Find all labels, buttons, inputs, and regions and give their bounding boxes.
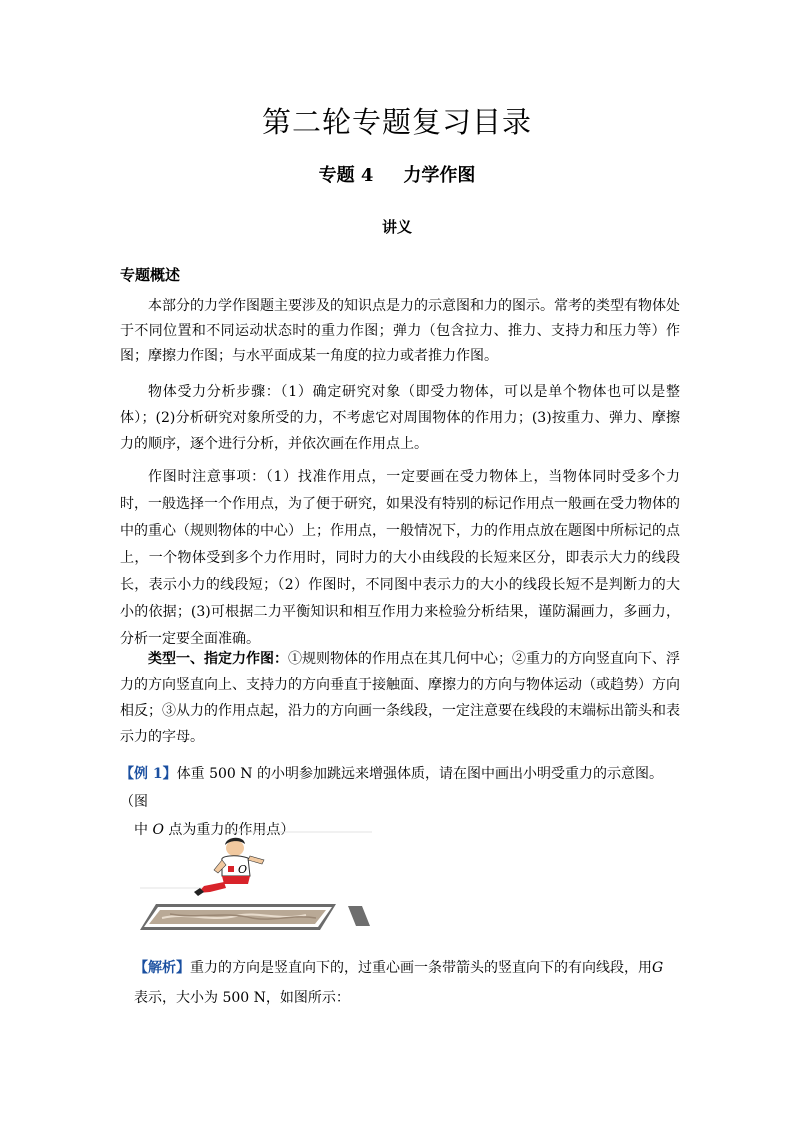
jumper-figure [194,838,264,896]
example-line-2: 中 O 点为重力的作用点） [134,822,295,838]
example-line-1: 体重 500 N 的小明参加跳远来增强体质，请在图中画出小明受重力的示意图。（图 [120,766,663,810]
long-jump-figure [140,826,380,934]
analysis-text-2: 表示，大小为 500 N，如图所示： [134,990,350,1006]
analysis-tag: 【解析】 [134,960,190,976]
type-one-paragraph [120,646,680,750]
type-one-body: ①规则物体的作用点在其几何中心；②重力的方向竖直向下、浮力的方向竖直向上、支持力的方向垂直于接触面、摩擦力的方向与物体运动（或趋势）方向相反；③从力的作用点起，沿力的方向画一条线段，一定注意要在线段的末端标出箭头和表示力的字母。 [120,651,680,745]
analysis-steps-paragraph: 物体受力分析步骤：（1）确定研究对象（即受力物体，可以是单个物体也可以是整体）；(2)分析研究对象所受的力，不考虑它对周围物体的作用力；(3)按重力、弹力、摩擦力的顺序，逐个进行分析，并依次画在作用点上。 [120,384,680,452]
takeoff-board [348,906,370,926]
topic-subtitle [0,161,794,187]
example-tag: 【例 1】 [120,766,177,782]
topic-name: 力学作图 [403,165,476,186]
overview-paragraph: 本部分的力学作图题主要涉及的知识点是力的示意图和力的图示。常考的类型有物体处于不同位置和不同运动状态时的重力作图；弹力（包含拉力、推力、支持力和压力等）作图；摩擦力作图；与水平面成某一角度的拉力或者推力作图。 [120,298,680,364]
point-o-label: O [238,863,248,876]
page-title: 第二轮专题复习目录 [261,105,532,139]
topic-number: 专题 4 [318,165,374,186]
type-one-lead: 类型一、指定力作图： [148,651,288,667]
gravity-variable: G [652,960,664,976]
point-variable: O [152,822,164,838]
analysis-block [134,953,680,1013]
analysis-text-1: 重力的方向是竖直向下的，过重心画一条带箭头的竖直向下的有向线段，用 [190,960,652,976]
overview-heading: 专题概述 [120,266,181,284]
drawing-notes-paragraph: 作图时注意事项：（1）找准作用点，一定要画在受力物体上，当物体同时受多个力时，一般选择一个作用点，为了便于研究，如果没有特别的标记作用点一般画在受力物体的中的重心（规则物体的中心）上；作用点，一般情况下，力的作用点放在题图中所标记的点上，一个物体受到多个力作用时，同时力的大小由线段的长短来区分，即表示大力的线段长，表示小力的线段短；（2）作图时，不同图中表示力的大小的线段长短不是判断力的大小的依据；(3)可根据二力平衡知识和相互作用力来检验分析结果，谨防漏画力，多画力，分析一定要全面准确。 [120,469,680,647]
sand-pit [140,904,336,930]
lecture-label: 讲义 [381,218,412,236]
